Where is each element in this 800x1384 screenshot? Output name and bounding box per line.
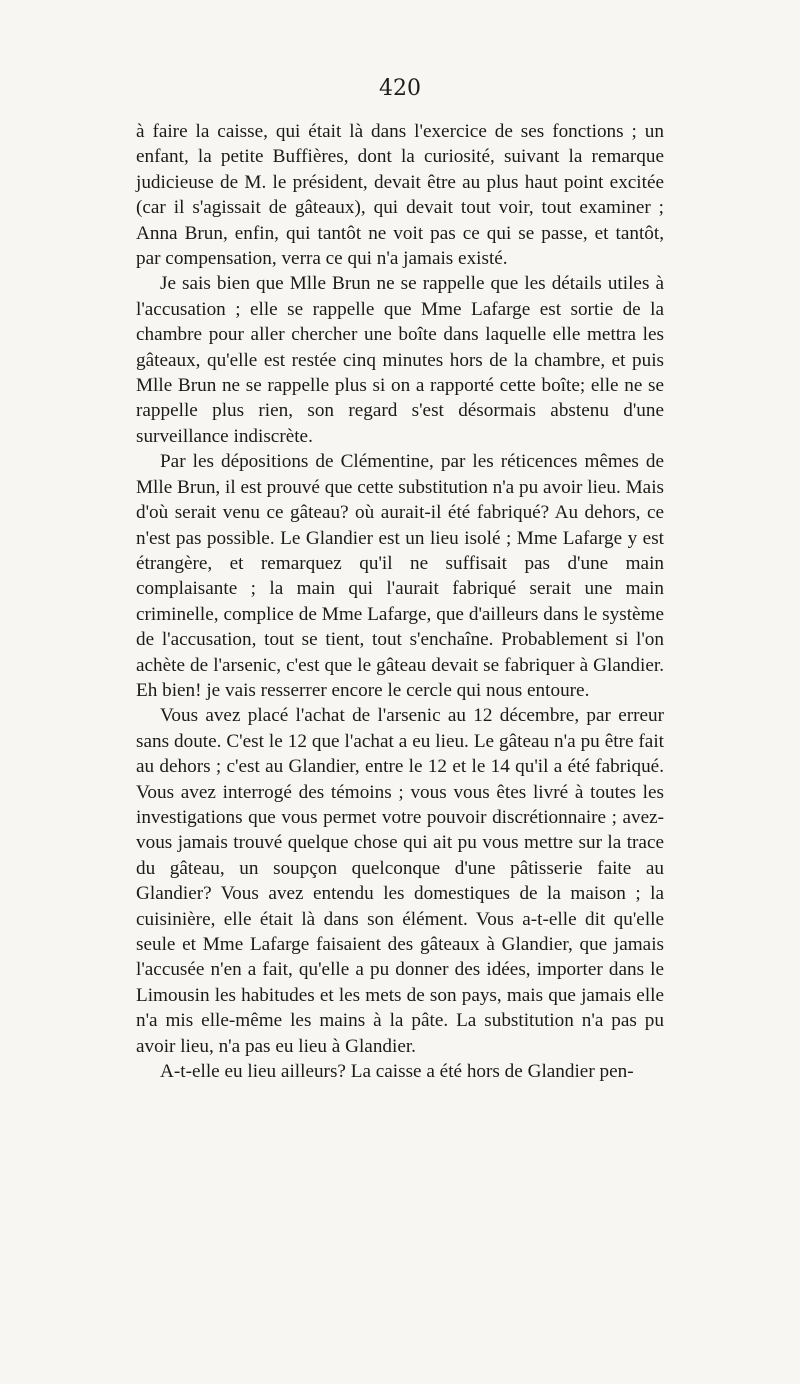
body-text — [136, 119, 664, 1084]
paragraph: Vous avez placé l'achat de l'arsenic au 12 décembre, par erreur sans doute. C'est le 12 que l'achat a eu lieu. Le gâteau n'a pu être fait au dehors ; c'est au Glandier, entre le 12 et le 14 qu'il a été fabriqué. Vous avez interrogé des témoins ; vous vous êtes livré à toutes les investigations que vous permet votre pouvoir discrétionnaire ; avez-vous jamais trouvé quelque chose qui ait pu vous mettre sur la trace du gâteau, un soupçon quelconque d'une pâtisserie faite au Glandier? Vous avez entendu les domestiques de la maison ; la cuisinière, elle était là dans son élément. Vous a-t-elle dit qu'elle seule et Mme Lafarge faisaient des gâteaux à Glandier, que jamais l'accusée n'en a fait, qu'elle a pu donner des idées, importer dans le Limousin les habitudes et les mets de son pays, mais que jamais elle n'a mis elle-même les mains à la pâte. La substitution n'a pas pu avoir lieu, n'a pas eu lieu à Glandier. — [136, 705, 664, 1057]
paragraph: Par les dépositions de Clémentine, par les réticences mêmes de Mlle Brun, il est prouvé que cette substitution n'a pu avoir lieu. Mais d'où serait venu ce gâteau? où aurait-il été fabriqué? Au dehors, ce n'est pas possible. Le Glandier est un lieu isolé ; Mme Lafarge y est étrangère, et remarquez qu'il ne suffisait pas d'une main complaisante ; la main qui l'aurait fabriqué serait une main criminelle, complice de Mme Lafarge, que d'ailleurs dans le système de l'accusation, tout se tient, tout s'enchaîne. Probablement si l'on achète de l'arsenic, c'est que le gâteau devait se fabriquer à Glandier. Eh bien! je vais resserrer encore le cercle qui nous entoure. — [136, 451, 664, 701]
paragraph: A-t-elle eu lieu ailleurs? La caisse a été hors de Glandier pen- — [160, 1061, 634, 1083]
paragraph: à faire la caisse, qui était là dans l'exercice de ses fonctions ; un enfant, la petite Buffières, dont la curiosité, suivant la remarque judicieuse de M. le président, devait être au plus haut point excitée (car il s'agissait de gâteaux), qui devait tout voir, tout examiner ; Anna Brun, enfin, qui tantôt ne voit pas ce qui se passe, et tantôt, par compensation, verra ce qui n'a jamais existé. — [136, 121, 664, 270]
paragraph: Je sais bien que Mlle Brun ne se rappelle que les détails utiles à l'accusation ; elle se rappelle que Mme Lafarge est sortie de la chambre pour aller chercher une boîte dans laquelle elle mettra les gâteaux, qu'elle est restée cinq minutes hors de la chambre, et puis Mlle Brun ne se rappelle plus si on a rapporté cette boîte; elle ne se rappelle plus rien, son regard s'est désormais abstenu d'une surveillance indiscrète. — [136, 273, 664, 447]
page-number: 420 — [379, 76, 421, 101]
